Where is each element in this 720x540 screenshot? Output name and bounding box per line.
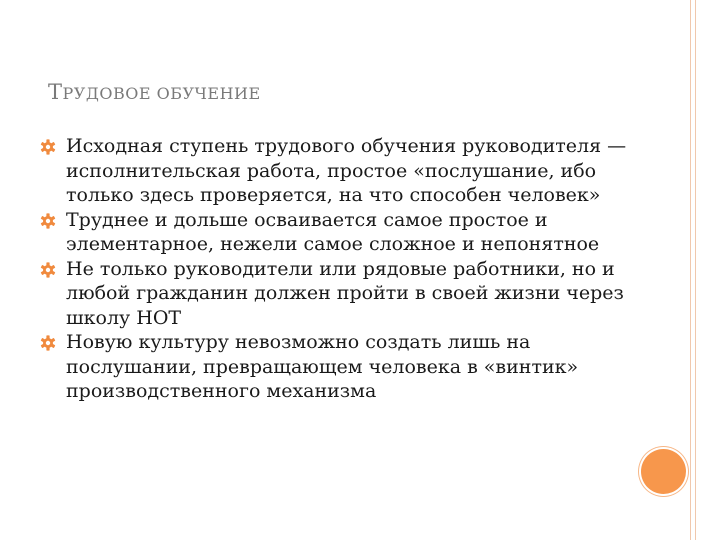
gear-icon <box>40 213 56 229</box>
bullet-list <box>40 134 640 404</box>
decorative-circle <box>641 449 686 494</box>
border-line-outer <box>690 0 691 540</box>
title-first-letter: Т <box>48 80 63 104</box>
title-rest: РУДОВОЕ ОБУЧЕНИЕ <box>62 84 261 103</box>
bullet-item <box>40 330 640 404</box>
bullet-item <box>40 134 640 208</box>
bullet-text: Труднее и дольше осваивается самое простое и элементарное, нежели самое сложное и непонятное <box>66 208 600 255</box>
bullet-item <box>40 257 640 331</box>
bullet-text: Новую культуру невозможно создать лишь на послушании, превращающем человека в «винтик» производственного механизма <box>66 331 579 402</box>
slide-title <box>48 80 261 104</box>
gear-icon <box>40 139 56 155</box>
bullet-text: Не только руководители или рядовые работники, но и любой гражданин должен пройти в своей жизни через школу НОТ <box>66 257 624 329</box>
gear-icon <box>40 335 56 351</box>
gear-icon <box>40 262 56 278</box>
bullet-item <box>40 208 640 257</box>
border-line-inner <box>695 0 696 540</box>
bullet-text: Исходная ступень трудового обучения руководителя — исполнительская работа, простое «послушание, ибо только здесь проверяется, на что способен человек» <box>66 135 627 206</box>
